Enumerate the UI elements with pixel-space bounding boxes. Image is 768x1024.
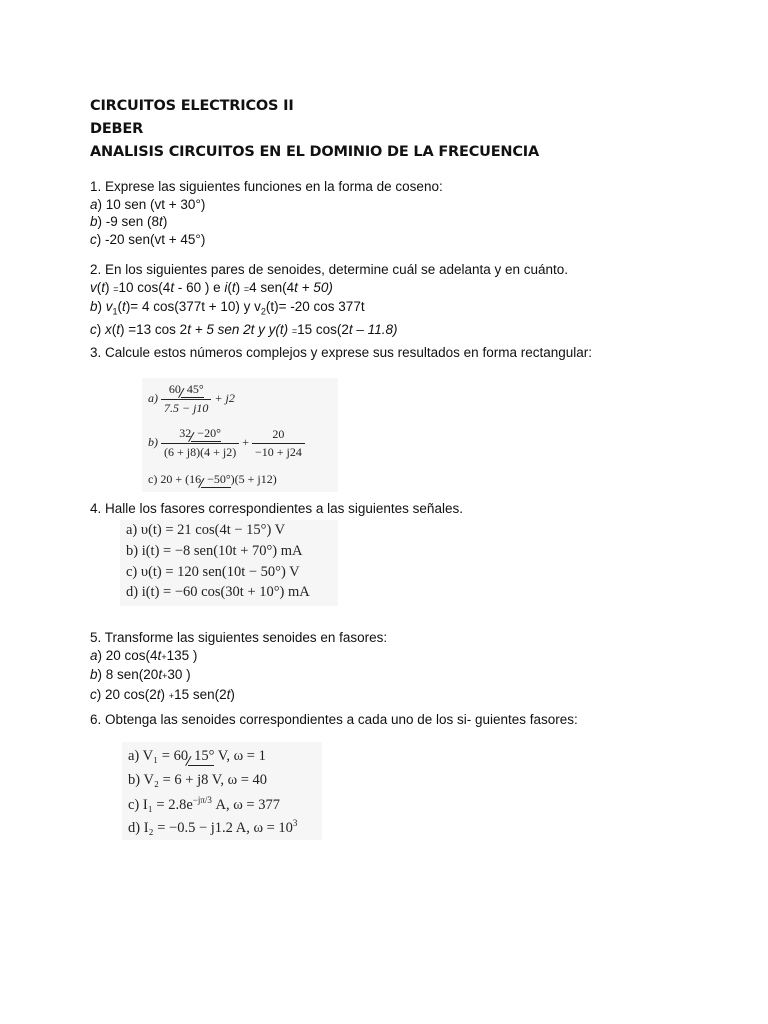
- question-6-equation-image: [122, 742, 322, 840]
- question-1-c: c) -20 sen(vt + 45°): [90, 231, 206, 247]
- course-title: CIRCUITOS ELECTRICOS II: [90, 98, 294, 114]
- question-1-a: a) 10 sen (vt + 30°): [90, 196, 206, 212]
- equation-4d: d) i(t) = −60 cos(30t + 10°) mA: [126, 584, 310, 600]
- question-6: [90, 711, 578, 729]
- equation-6a: a) V₁ = 60 15° V, ω = 1: [128, 748, 266, 764]
- equation-4a: a) υ(t) = 21 cos(4t − 15°) V: [126, 522, 286, 538]
- equation-3b: b) $\frac{32 -20^\circ}{(6 + j8)(4 + j2)}$ + $\frac{20}{-10 + j24}$: [148, 426, 305, 460]
- question-5-prompt: 5. Transforme las siguientes senoides en fasores:: [90, 630, 388, 645]
- question-6-prompt: 6. Obtenga las senoides correspondientes a cada uno de los si- guientes fasores:: [90, 712, 578, 727]
- question-2-c: c) x(t) =13 cos 2t + 5 sen 2t y y(t) =15 cos(2t – 11.8): [90, 322, 398, 338]
- assignment-title: ANALISIS CIRCUITOS EN EL DOMINIO DE LA FRECUENCIA: [90, 144, 540, 160]
- question-1: [90, 178, 443, 248]
- question-5-b: b) 8 sen(20t+30 ): [90, 667, 191, 682]
- question-2-a: v(t) =10 cos(4t - 60 ) e i(t) =4 sen(4t + 50): [90, 279, 333, 295]
- question-2-b: b) $v_1(t)= 4$ cos(377t + 10) y $v_2(t)= -20$ cos 377t: [90, 299, 365, 317]
- question-5-a: a) 20 cos(4t+135 ): [90, 647, 198, 663]
- equation-6b: b) V₂ = 6 + j8 V, ω = 40: [128, 772, 268, 788]
- equation-4c: c) υ(t) = 120 sen(10t − 50°) V: [126, 564, 300, 580]
- question-1-prompt: 1. Exprese las siguientes funciones en la forma de coseno:: [90, 179, 443, 194]
- equation-6d: d) I₂ = −0.5 − j1.2 A, $\omega = 10^3$: [128, 818, 298, 836]
- question-3-equation-image: [142, 378, 338, 492]
- question-3-prompt: 3. Calcule estos números complejos y exprese sus resultados en forma rectangular:: [90, 345, 592, 360]
- equation-3a: a) $\frac{60 45^\circ}{7.5 - j10}$ + j2: [148, 382, 235, 415]
- question-5: [90, 629, 387, 705]
- question-4: [90, 500, 463, 518]
- equation-4b: b) i(t) = −8 sen(10t + 70°) mA: [126, 543, 303, 559]
- document-header: [90, 95, 539, 164]
- question-2: [90, 261, 568, 341]
- question-4-prompt: 4. Halle los fasores correspondientes a las siguientes señales.: [90, 501, 463, 516]
- question-2-prompt: 2. En los siguientes pares de senoides, determine cuál se adelanta y en cuánto.: [90, 262, 569, 277]
- equation-3c: c) 20 + (16 −50°)(5 + j12): [148, 472, 277, 486]
- question-1-b: b) -9 sen (8t): [90, 214, 168, 229]
- equation-6c: c) $I_1 = 2.8e^{-j\pi/3}$ A, ω = 377: [128, 795, 280, 813]
- question-5-c: c) 20 cos(2t) +15 sen(2t): [90, 686, 235, 702]
- question-4-equation-image: [120, 520, 338, 606]
- question-3: [90, 344, 592, 362]
- assignment-label: DEBER: [90, 121, 144, 137]
